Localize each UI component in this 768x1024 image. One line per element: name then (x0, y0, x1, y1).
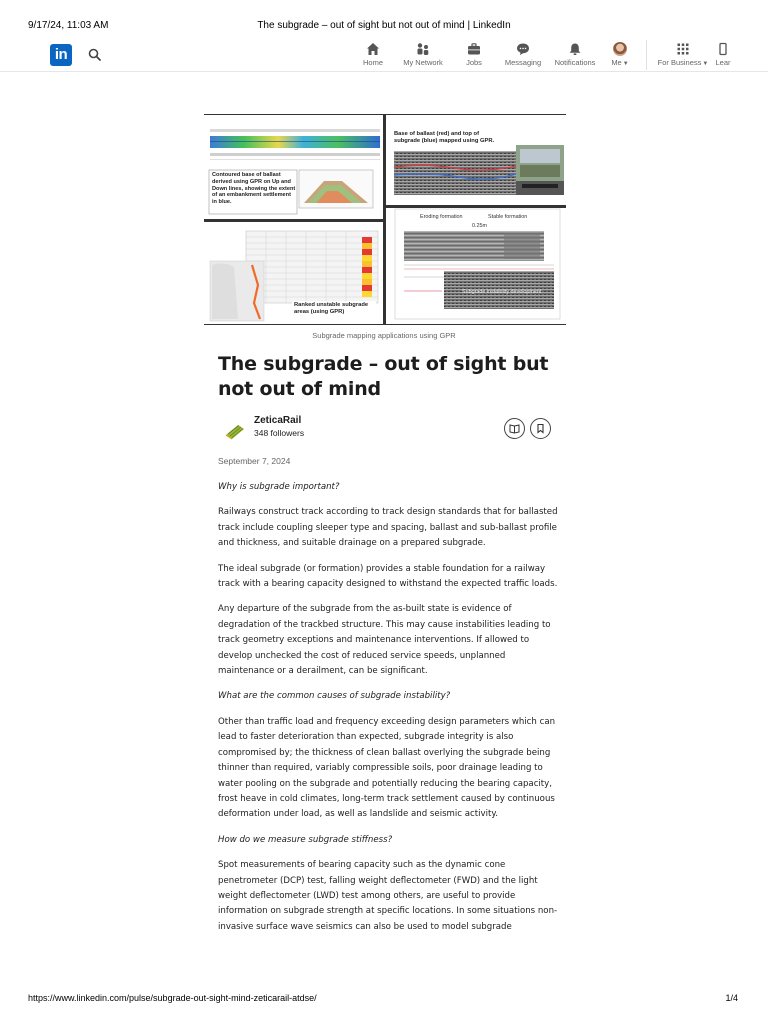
panel4-left-label: Eroding formation (420, 214, 463, 220)
panel1-label: Contoured base of ballast derived using GPR on Up and Down lines, showing the extent of an embankment settlement in blue. (212, 172, 296, 206)
nav-jobs[interactable] (452, 40, 496, 70)
nav-home-label: Home (362, 58, 383, 67)
linkedin-logo[interactable]: in (50, 44, 72, 66)
chevron-down-icon: ▼ (702, 61, 709, 67)
nav-for-business[interactable] (653, 40, 713, 70)
print-url: https://www.linkedin.com/pulse/subgrade-out-sight-mind-zeticarail-atdse/ (28, 993, 317, 1003)
nav-notifications-label: Notifications (554, 58, 596, 67)
author-block (218, 414, 558, 444)
article-paragraph: Any departure of the subgrade from the as-built state is evidence of degradation of the trackbed structure. This may cause instabilities leading to track geometry exceptions and maintenance interventions. If allowed to develop unchecked the cost of reduced service speeds, unplanned maintenance or a derailment, can be significant. (218, 604, 551, 677)
author-followers: 348 followers (254, 428, 305, 438)
nav-my-network-label: My Network (403, 58, 443, 67)
network-icon (416, 40, 430, 58)
article-paragraph: The ideal subgrade (or formation) provides a stable foundation for a railway track with a bearing capacity designed to withstand the expected traffic loads. (218, 563, 558, 590)
print-header (0, 0, 768, 38)
article-paragraph: How do we measure subgrade stiffness? (218, 834, 393, 845)
author-name[interactable]: ZeticaRail (254, 415, 302, 426)
nav-learning-label: Lear (715, 58, 731, 67)
article-paragraph: Other than traffic load and frequency exceeding design parameters which can lead to faster deterioration than expected, subgrade integrity is also compromised by; the thickness of clean ballast overlying the subgrade being thinner than required, variably compressible soils, poor drainage leading to water pooling on the subgrade and potentially reducing the bearing capacity, frost heave in cold climates, long-term track settlement caused by continuous deformation under load, as well as landslide and seismic activity. (218, 716, 556, 820)
messaging-icon (516, 40, 530, 58)
hero-image (204, 114, 566, 325)
nav-messaging-label: Messaging (504, 58, 542, 67)
panel4-right-label: Stable formation (488, 214, 528, 220)
publish-date: September 7, 2024 (218, 456, 291, 466)
nav-items (352, 40, 733, 70)
bell-icon (568, 40, 582, 58)
nav-notifications[interactable] (550, 40, 600, 70)
print-document-title: The subgrade – out of sight but not out of mind | LinkedIn (257, 20, 511, 31)
save-button[interactable] (530, 418, 551, 439)
print-datetime: 9/17/24, 11:03 AM (28, 20, 109, 31)
panel-contoured-ballast (209, 129, 380, 214)
nav-divider (646, 40, 647, 70)
briefcase-icon (467, 40, 481, 58)
top-navbar (0, 38, 768, 72)
nav-me[interactable] (600, 40, 640, 70)
article-paragraph: Railways construct track according to track design standards that for ballasted track include coupling sleeper type and spacing, ballast and sub-ballast profile and thickness, and suitable drainage on a prepared subgrade. (218, 507, 558, 549)
hero-caption: Subgrade mapping applications using GPR (312, 331, 456, 340)
panel2-label: Base of ballast (red) and top of subgrade (blue) mapped using GPR. (394, 131, 495, 144)
panel3-label: Ranked unstable subgrade areas (using GPR) (294, 302, 369, 315)
article-paragraph: What are the common causes of subgrade instability? (218, 691, 451, 702)
avatar (613, 42, 627, 56)
search-icon[interactable] (86, 46, 104, 64)
article-paragraph: Why is subgrade important? (218, 482, 340, 492)
nav-me-label: Me (611, 58, 622, 67)
panel4-overlay-label: Subgrade instability development (462, 289, 542, 295)
nav-learning[interactable] (713, 40, 733, 70)
company-logo[interactable] (224, 419, 246, 441)
panel-ranked-unstable-areas (210, 231, 378, 321)
nav-messaging[interactable] (496, 40, 550, 70)
nav-for-business-label: For Business (657, 58, 702, 67)
nav-home[interactable] (352, 40, 394, 70)
article-title: The subgrade – out of sight but not out of mind (218, 353, 549, 400)
bookmark-icon (535, 419, 546, 438)
nav-jobs-label: Jobs (466, 58, 482, 67)
panel4-scale-label: 0.25m (472, 223, 487, 229)
panel-ballast-subgrade-gpr (394, 131, 564, 195)
newsletter-button[interactable] (504, 418, 525, 439)
gpr-collage (204, 115, 566, 325)
panel-formation-radargram (395, 209, 560, 319)
book-icon (509, 419, 520, 438)
grid-icon (676, 40, 690, 58)
nav-my-network[interactable] (394, 40, 452, 70)
article-paragraph: Spot measurements of bearing capacity such as the dynamic cone penetrometer (DCP) test, falling weight deflectometer (FWD) and the light weight deflectometer (LWD) test among others, are useful to provide information on subgrade strength at specific locations. In some situations non-invasive surface wave seismics can also be used to model subgrade (218, 860, 558, 932)
article (218, 352, 558, 932)
chevron-down-icon: ▼ (622, 61, 629, 67)
home-icon (366, 40, 380, 58)
article-body (218, 480, 558, 945)
learning-icon (718, 40, 728, 58)
print-page-number: 1/4 (725, 993, 738, 1003)
